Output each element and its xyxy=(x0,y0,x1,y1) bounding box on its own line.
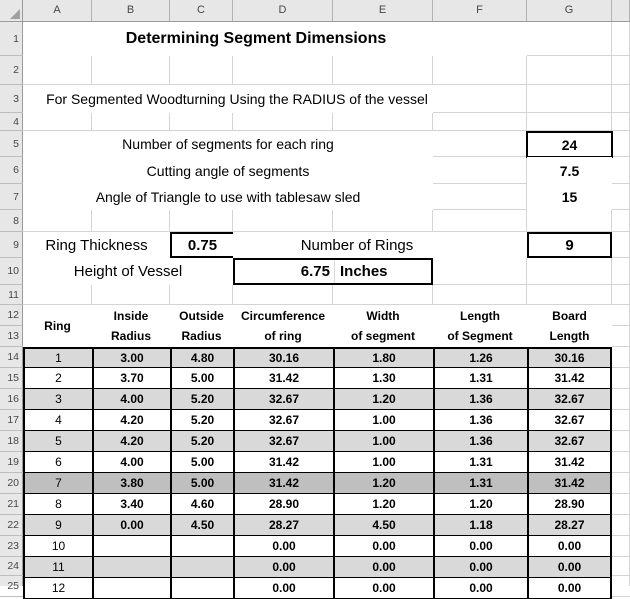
table-cell[interactable]: 5.00 xyxy=(172,473,235,493)
table-cell[interactable]: 4.50 xyxy=(335,515,435,535)
ring-number-cell[interactable]: 3 xyxy=(25,389,94,409)
table-cell[interactable] xyxy=(94,557,172,577)
row-header-11[interactable]: 11 xyxy=(0,285,23,305)
ring-number-cell[interactable]: 8 xyxy=(25,494,94,514)
ring-number-cell[interactable]: 5 xyxy=(25,431,94,451)
table-cell[interactable]: 31.42 xyxy=(554,371,585,385)
header-line1: Board xyxy=(552,309,587,323)
header-line1: Length xyxy=(460,309,500,323)
table-row xyxy=(25,347,610,368)
table-header-cell[interactable] xyxy=(92,305,170,347)
table-cell[interactable]: 1.00 xyxy=(335,410,435,430)
table-cell[interactable]: 3.40 xyxy=(94,494,172,514)
header-line2: of Segment xyxy=(447,329,513,343)
table-cell[interactable]: 28.27 xyxy=(235,515,335,535)
height-of-vessel-value-cell[interactable] xyxy=(233,258,433,285)
table-cell[interactable]: 0.00 xyxy=(235,578,335,598)
table-cell[interactable]: 5.00 xyxy=(172,452,235,472)
table-cell[interactable]: 5.20 xyxy=(172,431,235,451)
row-header-10[interactable]: 10 xyxy=(0,258,23,285)
row-header-25[interactable]: 25 xyxy=(0,576,23,597)
column-header-row xyxy=(0,0,630,22)
table-cell[interactable]: 0.00 xyxy=(435,578,529,598)
header-line2: Radius xyxy=(181,329,222,343)
segments-value-cell[interactable]: 24 xyxy=(526,131,613,158)
column-header-D[interactable]: D xyxy=(233,0,333,21)
table-cell[interactable]: 0.00 xyxy=(335,578,435,598)
table-cell[interactable]: 32.67 xyxy=(235,389,335,409)
ring-number-cell[interactable]: 2 xyxy=(25,368,94,388)
table-cell[interactable]: 0.00 xyxy=(94,515,172,535)
table-cell[interactable]: 4.00 xyxy=(94,452,172,472)
table-cell[interactable]: 32.67 xyxy=(554,434,585,448)
table-cell[interactable]: 32.67 xyxy=(554,413,585,427)
table-cell[interactable]: 30.16 xyxy=(554,351,585,365)
table-cell[interactable]: 1.20 xyxy=(335,494,435,514)
table-cell[interactable]: 31.42 xyxy=(235,368,335,388)
table-header-cell[interactable] xyxy=(170,305,233,347)
table-cell[interactable]: 31.42 xyxy=(554,476,585,490)
table-cell[interactable]: 0.00 xyxy=(335,536,435,556)
table-header xyxy=(23,305,612,347)
row-header-4[interactable]: 4 xyxy=(0,113,23,131)
table-cell[interactable]: 4.60 xyxy=(172,494,235,514)
select-all-triangle-icon xyxy=(10,9,20,19)
table-cell[interactable]: 30.16 xyxy=(235,349,335,367)
table-cell[interactable]: 1.36 xyxy=(435,410,529,430)
table-cell[interactable]: 5.20 xyxy=(172,410,235,430)
table-cell[interactable]: 0.00 xyxy=(235,557,335,577)
ring-number-cell[interactable]: 9 xyxy=(25,515,94,535)
row-header-17[interactable]: 17 xyxy=(0,410,23,431)
row-header-19[interactable]: 19 xyxy=(0,452,23,473)
row-header-20[interactable]: 20 xyxy=(0,473,23,494)
select-all-corner[interactable] xyxy=(0,0,23,21)
table-cell[interactable]: 1.31 xyxy=(435,452,529,472)
table-row xyxy=(25,473,610,494)
table-cell[interactable]: 28.90 xyxy=(235,494,335,514)
header-line1: Inside xyxy=(113,309,149,323)
table-cell[interactable]: 3.70 xyxy=(94,368,172,388)
table-cell[interactable]: 1.26 xyxy=(435,349,529,367)
number-of-rings-value-cell[interactable]: 9 xyxy=(527,232,612,258)
subtitle-cell[interactable]: For Segmented Woodturning Using the RADIUS of the vessel xyxy=(23,85,433,113)
ring-number-cell[interactable]: 12 xyxy=(25,578,94,598)
row-header-16[interactable]: 16 xyxy=(0,389,23,410)
table-cell[interactable]: 32.67 xyxy=(235,410,335,430)
table-cell[interactable]: 1.36 xyxy=(435,389,529,409)
row-header-7[interactable]: 7 xyxy=(0,184,23,210)
ring-number-cell[interactable]: 1 xyxy=(25,349,94,367)
header-line2: Radius xyxy=(110,329,151,343)
table-cell[interactable] xyxy=(172,536,235,556)
segments-label-cell[interactable]: Number of segments for each ring xyxy=(23,131,433,157)
table-cell[interactable]: 4.00 xyxy=(94,389,172,409)
table-cell[interactable]: 32.67 xyxy=(554,392,585,406)
number-of-rings-label-cell[interactable]: Number of Rings xyxy=(233,232,527,258)
column-header-G[interactable]: G xyxy=(527,0,612,21)
row-header-column xyxy=(0,22,23,592)
table-row xyxy=(25,431,610,452)
table-row xyxy=(25,536,610,557)
table-cell[interactable]: 0.00 xyxy=(435,536,529,556)
table-cell[interactable]: 4.20 xyxy=(94,410,172,430)
column-header-A[interactable]: A xyxy=(23,0,92,21)
table-cell[interactable]: 1.20 xyxy=(435,494,529,514)
table-row xyxy=(25,389,610,410)
table-header-cell[interactable] xyxy=(333,305,433,347)
table-cell[interactable]: 1.31 xyxy=(435,368,529,388)
sheet-title-cell[interactable]: Determining Segment Dimensions xyxy=(23,22,527,56)
table-cell[interactable]: 5.20 xyxy=(172,389,235,409)
table-cell[interactable]: 5.00 xyxy=(172,368,235,388)
table-cell[interactable]: 31.42 xyxy=(235,473,335,493)
table-header-cell[interactable] xyxy=(23,305,92,347)
table-cell[interactable]: 0.00 xyxy=(557,539,582,553)
table-cell[interactable]: 1.30 xyxy=(335,368,435,388)
row-header-2[interactable]: 2 xyxy=(0,56,23,85)
table-cell[interactable]: 1.20 xyxy=(335,473,435,493)
table-cell[interactable]: 1.80 xyxy=(335,349,435,367)
column-header-partial[interactable] xyxy=(612,0,630,21)
table-cell[interactable]: 4.80 xyxy=(172,349,235,367)
table-cell[interactable]: 31.42 xyxy=(235,452,335,472)
row-header-18[interactable]: 18 xyxy=(0,431,23,452)
table-cell[interactable]: 3.00 xyxy=(94,349,172,367)
table-cell[interactable]: 1.00 xyxy=(335,452,435,472)
table-cell[interactable]: 1.20 xyxy=(335,389,435,409)
triangle-angle-label-cell[interactable]: Angle of Triangle to use with tablesaw sled xyxy=(23,184,433,210)
height-of-vessel-label-cell[interactable]: Height of Vessel xyxy=(23,258,233,285)
table-cell[interactable]: 1.36 xyxy=(435,431,529,451)
row-header-21[interactable]: 21 xyxy=(0,494,23,515)
table-row xyxy=(25,578,610,599)
table-row xyxy=(25,368,610,389)
table-header-cell[interactable] xyxy=(433,305,527,347)
row-header-9[interactable]: 9 xyxy=(0,232,23,258)
column-header-C[interactable]: C xyxy=(170,0,233,21)
row-header-1[interactable]: 1 xyxy=(0,22,23,56)
height-value: 6.75 xyxy=(300,263,330,280)
table-cell[interactable] xyxy=(172,557,235,577)
ring-thickness-label-cell[interactable]: Ring Thickness xyxy=(23,232,170,258)
header-line1: Outside xyxy=(179,309,224,323)
table-cell[interactable]: 4.20 xyxy=(94,431,172,451)
table-cell[interactable]: 1.00 xyxy=(335,431,435,451)
header-line2: of segment xyxy=(350,329,415,343)
table-cell[interactable] xyxy=(94,536,172,556)
ring-number-cell[interactable]: 4 xyxy=(25,410,94,430)
table-cell[interactable]: 1.31 xyxy=(435,473,529,493)
triangle-angle-value-cell[interactable]: 15 xyxy=(527,184,612,210)
table-cell[interactable]: 31.42 xyxy=(554,455,585,469)
table-cell[interactable]: 3.80 xyxy=(94,473,172,493)
row-header-8[interactable]: 8 xyxy=(0,210,23,232)
header-line1: Width xyxy=(366,309,400,323)
table-cell[interactable]: 0.00 xyxy=(557,560,582,574)
header-line1: Circumference xyxy=(240,309,326,323)
ring-number-cell[interactable]: 10 xyxy=(25,536,94,556)
table-header-cell[interactable] xyxy=(233,305,333,347)
row-header-3[interactable]: 3 xyxy=(0,85,23,113)
table-cell[interactable]: 0.00 xyxy=(335,557,435,577)
table-cell[interactable]: 4.50 xyxy=(172,515,235,535)
row-header-13[interactable]: 13 xyxy=(0,326,23,347)
table-cell[interactable]: 0.00 xyxy=(235,536,335,556)
table-header-cell[interactable] xyxy=(527,305,612,347)
row-header-24[interactable]: 24 xyxy=(0,557,23,576)
table-cell[interactable]: 32.67 xyxy=(235,431,335,451)
header-line2: of ring xyxy=(264,329,302,343)
row-header-6[interactable]: 6 xyxy=(0,157,23,184)
table-cell[interactable]: 28.90 xyxy=(554,497,585,511)
table-body xyxy=(23,347,612,599)
ring-thickness-value-cell[interactable]: 0.75 xyxy=(170,232,235,258)
table-row xyxy=(25,515,610,536)
column-header-F[interactable]: F xyxy=(433,0,527,21)
cutting-angle-value-cell[interactable]: 7.5 xyxy=(527,157,612,184)
segments-table xyxy=(23,305,612,599)
row-header-22[interactable]: 22 xyxy=(0,515,23,536)
ring-number-cell[interactable]: 11 xyxy=(25,557,94,577)
table-cell[interactable] xyxy=(94,578,172,598)
header-line1: Ring xyxy=(44,319,71,333)
row-header-12[interactable]: 12 xyxy=(0,305,23,326)
row-header-14[interactable]: 14 xyxy=(0,347,23,368)
column-header-E[interactable]: E xyxy=(333,0,433,21)
table-cell[interactable]: 0.00 xyxy=(557,581,582,595)
ring-number-cell[interactable]: 7 xyxy=(25,473,94,493)
table-row xyxy=(25,452,610,473)
table-cell[interactable]: 1.18 xyxy=(435,515,529,535)
row-header-5[interactable]: 5 xyxy=(0,131,23,157)
cutting-angle-label-cell[interactable]: Cutting angle of segments xyxy=(23,157,433,184)
table-row xyxy=(25,410,610,431)
table-row xyxy=(25,557,610,578)
height-unit-label: Inches xyxy=(340,263,388,280)
table-row xyxy=(25,494,610,515)
table-cell[interactable]: 28.27 xyxy=(554,518,585,532)
header-line2: Length xyxy=(549,329,590,343)
table-cell[interactable]: 0.00 xyxy=(435,557,529,577)
row-header-23[interactable]: 23 xyxy=(0,536,23,557)
row-header-15[interactable]: 15 xyxy=(0,368,23,389)
ring-number-cell[interactable]: 6 xyxy=(25,452,94,472)
column-header-B[interactable]: B xyxy=(92,0,170,21)
table-cell[interactable] xyxy=(172,578,235,598)
